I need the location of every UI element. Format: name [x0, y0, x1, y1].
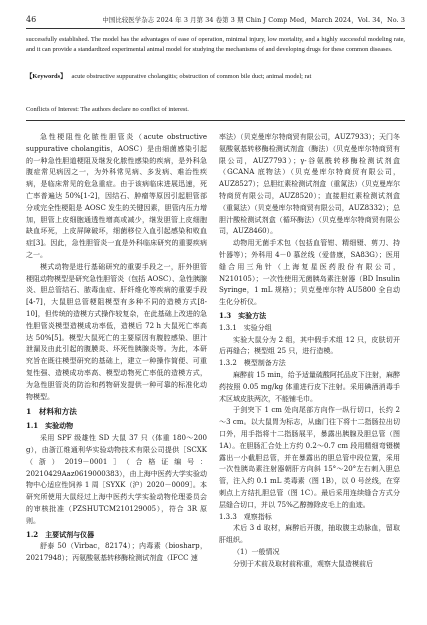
- keywords: [26, 72, 405, 82]
- subsection-heading-reagents: 1.2 主要试剂与仪器: [26, 529, 95, 539]
- section-heading-materials-methods: 1 材料和方法: [26, 407, 77, 417]
- subsubsection-heading-grouping: 1.3.1 实验分组: [219, 323, 272, 332]
- general-condition-heading: （1）一般情况: [233, 547, 280, 556]
- keywords-label: 【Keywords】: [26, 73, 67, 80]
- subsection-heading-animals: 1.1 实验动物: [26, 421, 74, 431]
- anesthesia-paragraph: 麻醉前 15 min，给予适量硫酸阿托品皮下注射，麻醉药按照 0.05 mg/kg 体重进行皮下注射。采用碘酒消毒手术区域皮肤两次，不能铺毛巾。: [219, 370, 400, 403]
- grouping-paragraph: 实验大鼠分为 2 组，其中假手术组 12 只，皮肤切开后再缝合；模型组 25 只，进行造模。: [219, 335, 400, 356]
- observation-paragraph: 术后 3 d 取材，麻醉后开腹，抽取腹主动脉血，留取肝组织。: [219, 524, 400, 545]
- right-column: [219, 132, 400, 570]
- surgery-paragraph: 于剑突下 1 cm 处向尾部方向作一纵行切口，长约 2～3 cm。以大鼠胃为标志，从幽门往下将十二指肠拉出切口外，用手指将十二指肠展平，暴露出胰腺及胆总管（图 1A）。在胆肠汇合处上方约 0.2～0.7 cm 段用精细弯镊横露出一小截胆总管，并在暴露出的胆总管中段位置，采用一次性胰岛素注射器朝肝方向斜 15°～20°左右刺入胆总管，注入约 0.1 mL 类毒素（图 1B），以 0 号丝线，在穿刺点上方结扎胆总管（图 1C）。最后采用连续缝合方式分层缝合切口，并以 75%乙醇擦除皮毛上的血迹。: [219, 406, 400, 509]
- reagents-paragraph: 舒泰 50（Virbac，82174）；内毒素（biosharp，20217948）；丙氨酸氨基转移酶检测试剂盒（IFCC 速: [26, 542, 207, 563]
- english-abstract-tail: successfully established. The model has the advantages of ease of operation, minimal injury, low mortality, and a highly successful modeling rate, and it can provide a standardized experimental animal model for studying the mechanisms of and developing drugs for these common diseases.: [26, 36, 405, 54]
- keywords-text: acute obstructive suppurative cholangitis; obstruction of common bile duct; animal model; rat: [71, 73, 312, 80]
- page-number: 46: [26, 14, 37, 24]
- intro-paragraph-1: 急性梗阻性化脓性胆管炎（acute obstructive suppurative cholangitis，AOSC）是由细菌感染引起的一种急性胆道梗阻及继发化脓性感染的疾病，是外科急腹症常见病因之一，为外科常见病、多发病、难治性疾病，是临床常见的危急重症。由于该病临床进展迅速，死亡率普遍达 50%[1-2]，因结石、肿瘤等原因引起胆管部分或完全性梗阻是 AOSC 发生的关键因素，胆管内压力增加，胆管上皮细胞通透性增高或减少，继发胆管上皮细胞缺血坏死，上皮屏障破坏，细菌移位入血引起感染和败血症[3]。因此，急性胆管炎一直是外科临床研究的重要疾病之一。: [26, 133, 207, 259]
- journal-header: 中国比较医学杂志 2024 年 3 月第 34 卷第 3 期 Chin J Comp Med，March 2024，Vol. 34，No. 3: [102, 15, 405, 24]
- subsection-heading-methods: 1.3 实验方法: [219, 310, 267, 320]
- subsubsection-heading-observation: 1.3.3 观察指标: [219, 512, 272, 521]
- subsubsection-heading-model-prep: 1.3.2 模型制备方法: [219, 359, 286, 368]
- intro-paragraph-2: 模式动物是进行基础研究的重要手段之一，肝外胆管梗阻动物模型是研究急性胆管炎（包括 AOSC）、急性胰腺炎、胆总管结石、脓毒血症、肝纤维化等疾病的重要手段[4-7]，大鼠胆总管梗阻模型有多种不同的造模方式[8-10]，但传统的造模方式操作较复杂，在此基础上改进的急性胆管炎模型造模成功率低，造模后 72 h 大鼠死亡率高达 50%[5]。模型大鼠死亡的主要原因有腹腔感染、胆汁泄漏及由此引起的腹膜炎、坏死性胰腺炎等。为此，本研究旨在既往模型研究的基础上，建立一种操作简便、可重复性强、造模成功率高、模型动物死亡率低的造模方式，为急性胆管炎的防治和药物研发提供一种可靠的标准化动物模型。: [26, 262, 207, 401]
- general-condition-paragraph: 分别于术前及取材前称重，观察大鼠造模前后: [233, 559, 373, 568]
- instruments-paragraph: 动物用无菌手术包（包括血管钳、精细镊、剪刀、持针器等）；外科用 4－0 慕丝线（爱普康，SA83G）；医用缝合用三角针（上海复星医药股份有限公司，N210105）；一次性使用无菌胰岛素注射器（BD Insulin Syringe，1 mL 规格）；贝克曼库尔特 AU5800 全自动生化分析仪。: [219, 239, 400, 307]
- header-rule: [26, 28, 405, 29]
- abstract-rule: [26, 120, 405, 121]
- conflict-statement: Conflicts of Interest: The authors declare no conflict of interest.: [26, 106, 189, 113]
- left-column: [26, 132, 207, 565]
- running-header: [26, 12, 405, 26]
- reagents-continued: 率法）（贝克曼库尔特商贸有限公司，AUZ7933）；天门冬氨酸氨基转移酶检测试剂盒（酶法）（贝克曼库尔特商贸有限公司，AUZ7793）；γ-谷氨酰转移酶检测试剂盒（GCANA 底物法）（贝克曼库尔特商贸有限公司，AUZ8527）；总胆红素检测试剂盒（重氮法）（贝克曼库尔特商贸有限公司，AUZ8520）；直接胆红素检测试剂盒（重氮法）（贝克曼库尔特商贸有限公司，AUZ8332）；总胆汁酸检测试剂盒（循环酶法）（贝克曼库尔特商贸有限公司，AUZ8460）。: [219, 133, 400, 236]
- animals-paragraph: 采用 SPF 级雄性 SD 大鼠 37 只（体重 180～200 g），由浙江维通利华实验动物技术有限公司提供［SCXK（浙）2019－0001］（合格证编号：20210429Aaz0619000383），由上海中医药大学实验动物中心适应性饲养 1 周［SYXK（沪）2020－0009］。本研究所使用大鼠经过上海中医药大学实验动物伦理委员会的审核批准（PZSHUTCM210129005），符合 3R 原则。: [26, 434, 207, 525]
